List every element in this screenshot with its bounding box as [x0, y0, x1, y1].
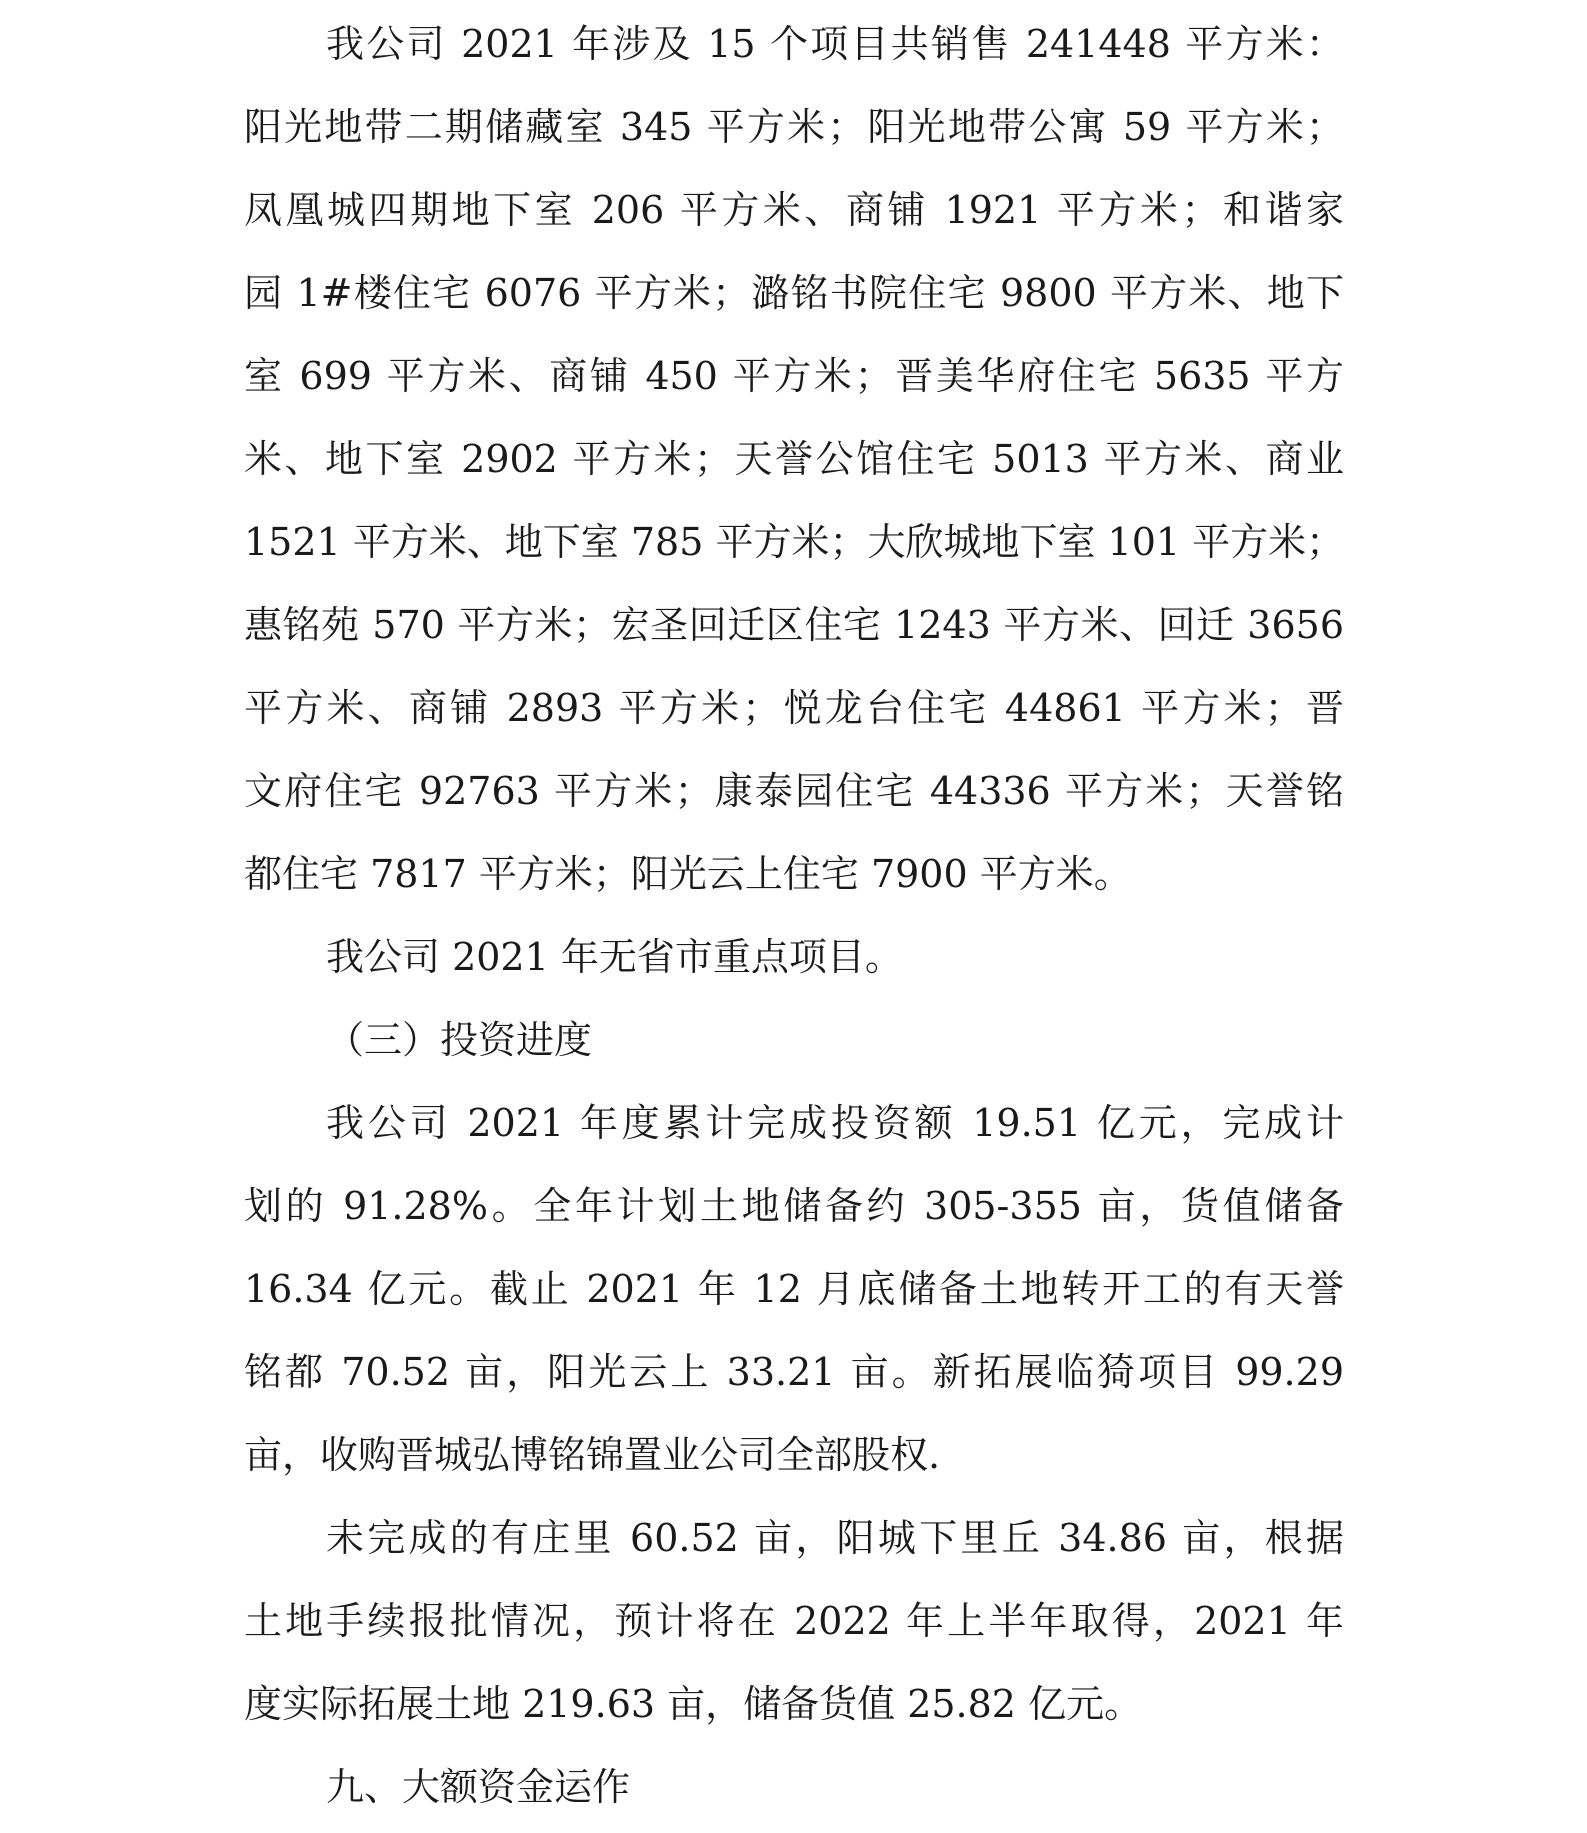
paragraph-line: 我公司 2021 年度累计完成投资额 19.51 亿元，完成计	[326, 1101, 1344, 1145]
paragraph-line: 土地手续报批情况，预计将在 2022 年上半年取得，2021 年	[244, 1599, 1344, 1643]
paragraph-line: 平方米、商铺 2893 平方米；悦龙台住宅 44861 平方米；晋	[244, 686, 1344, 730]
paragraph-line: 室 699 平方米、商铺 450 平方米；晋美华府住宅 5635 平方	[244, 354, 1344, 398]
paragraph-line: 度实际拓展土地 219.63 亩，储备货值 25.82 亿元。	[244, 1682, 1143, 1726]
paragraph-line: 16.34 亿元。截止 2021 年 12 月底储备土地转开工的有天誉	[244, 1267, 1344, 1311]
paragraph-line: 未完成的有庄里 60.52 亩，阳城下里丘 34.86 亩，根据	[326, 1516, 1344, 1560]
paragraph-line: 1521 平方米、地下室 785 平方米；大欣城地下室 101 平方米；	[244, 520, 1344, 564]
paragraph-line: 惠铭苑 570 平方米；宏圣回迁区住宅 1243 平方米、回迁 3656	[244, 603, 1344, 647]
paragraph-line: 阳光地带二期储藏室 345 平方米；阳光地带公寓 59 平方米；	[244, 105, 1344, 149]
paragraph-line: 文府住宅 92763 平方米；康泰园住宅 44336 平方米；天誉铭	[244, 769, 1344, 813]
paragraph-line: 凤凰城四期地下室 206 平方米、商铺 1921 平方米；和谐家	[244, 188, 1344, 232]
paragraph-line: 我公司 2021 年无省市重点项目。	[326, 935, 903, 979]
section-heading: （三）投资进度	[326, 1018, 593, 1062]
section-heading: 九、大额资金运作	[326, 1765, 631, 1809]
paragraph-line: 我公司 2021 年涉及 15 个项目共销售 241448 平方米：	[326, 22, 1344, 66]
paragraph-line: 铭都 70.52 亩，阳光云上 33.21 亩。新拓展临猗项目 99.29	[244, 1350, 1344, 1394]
paragraph-line: 都住宅 7817 平方米；阳光云上住宅 7900 平方米。	[244, 852, 1132, 896]
paragraph-line: 亩，收购晋城弘博铭锦置业公司全部股权.	[244, 1433, 941, 1477]
paragraph-line: 米、地下室 2902 平方米；天誉公馆住宅 5013 平方米、商业	[244, 437, 1344, 481]
paragraph-line: 划的 91.28%。全年计划土地储备约 305-355 亩，货值储备	[244, 1184, 1344, 1228]
paragraph-line: 园 1#楼住宅 6076 平方米；潞铭书院住宅 9800 平方米、地下	[244, 271, 1344, 315]
